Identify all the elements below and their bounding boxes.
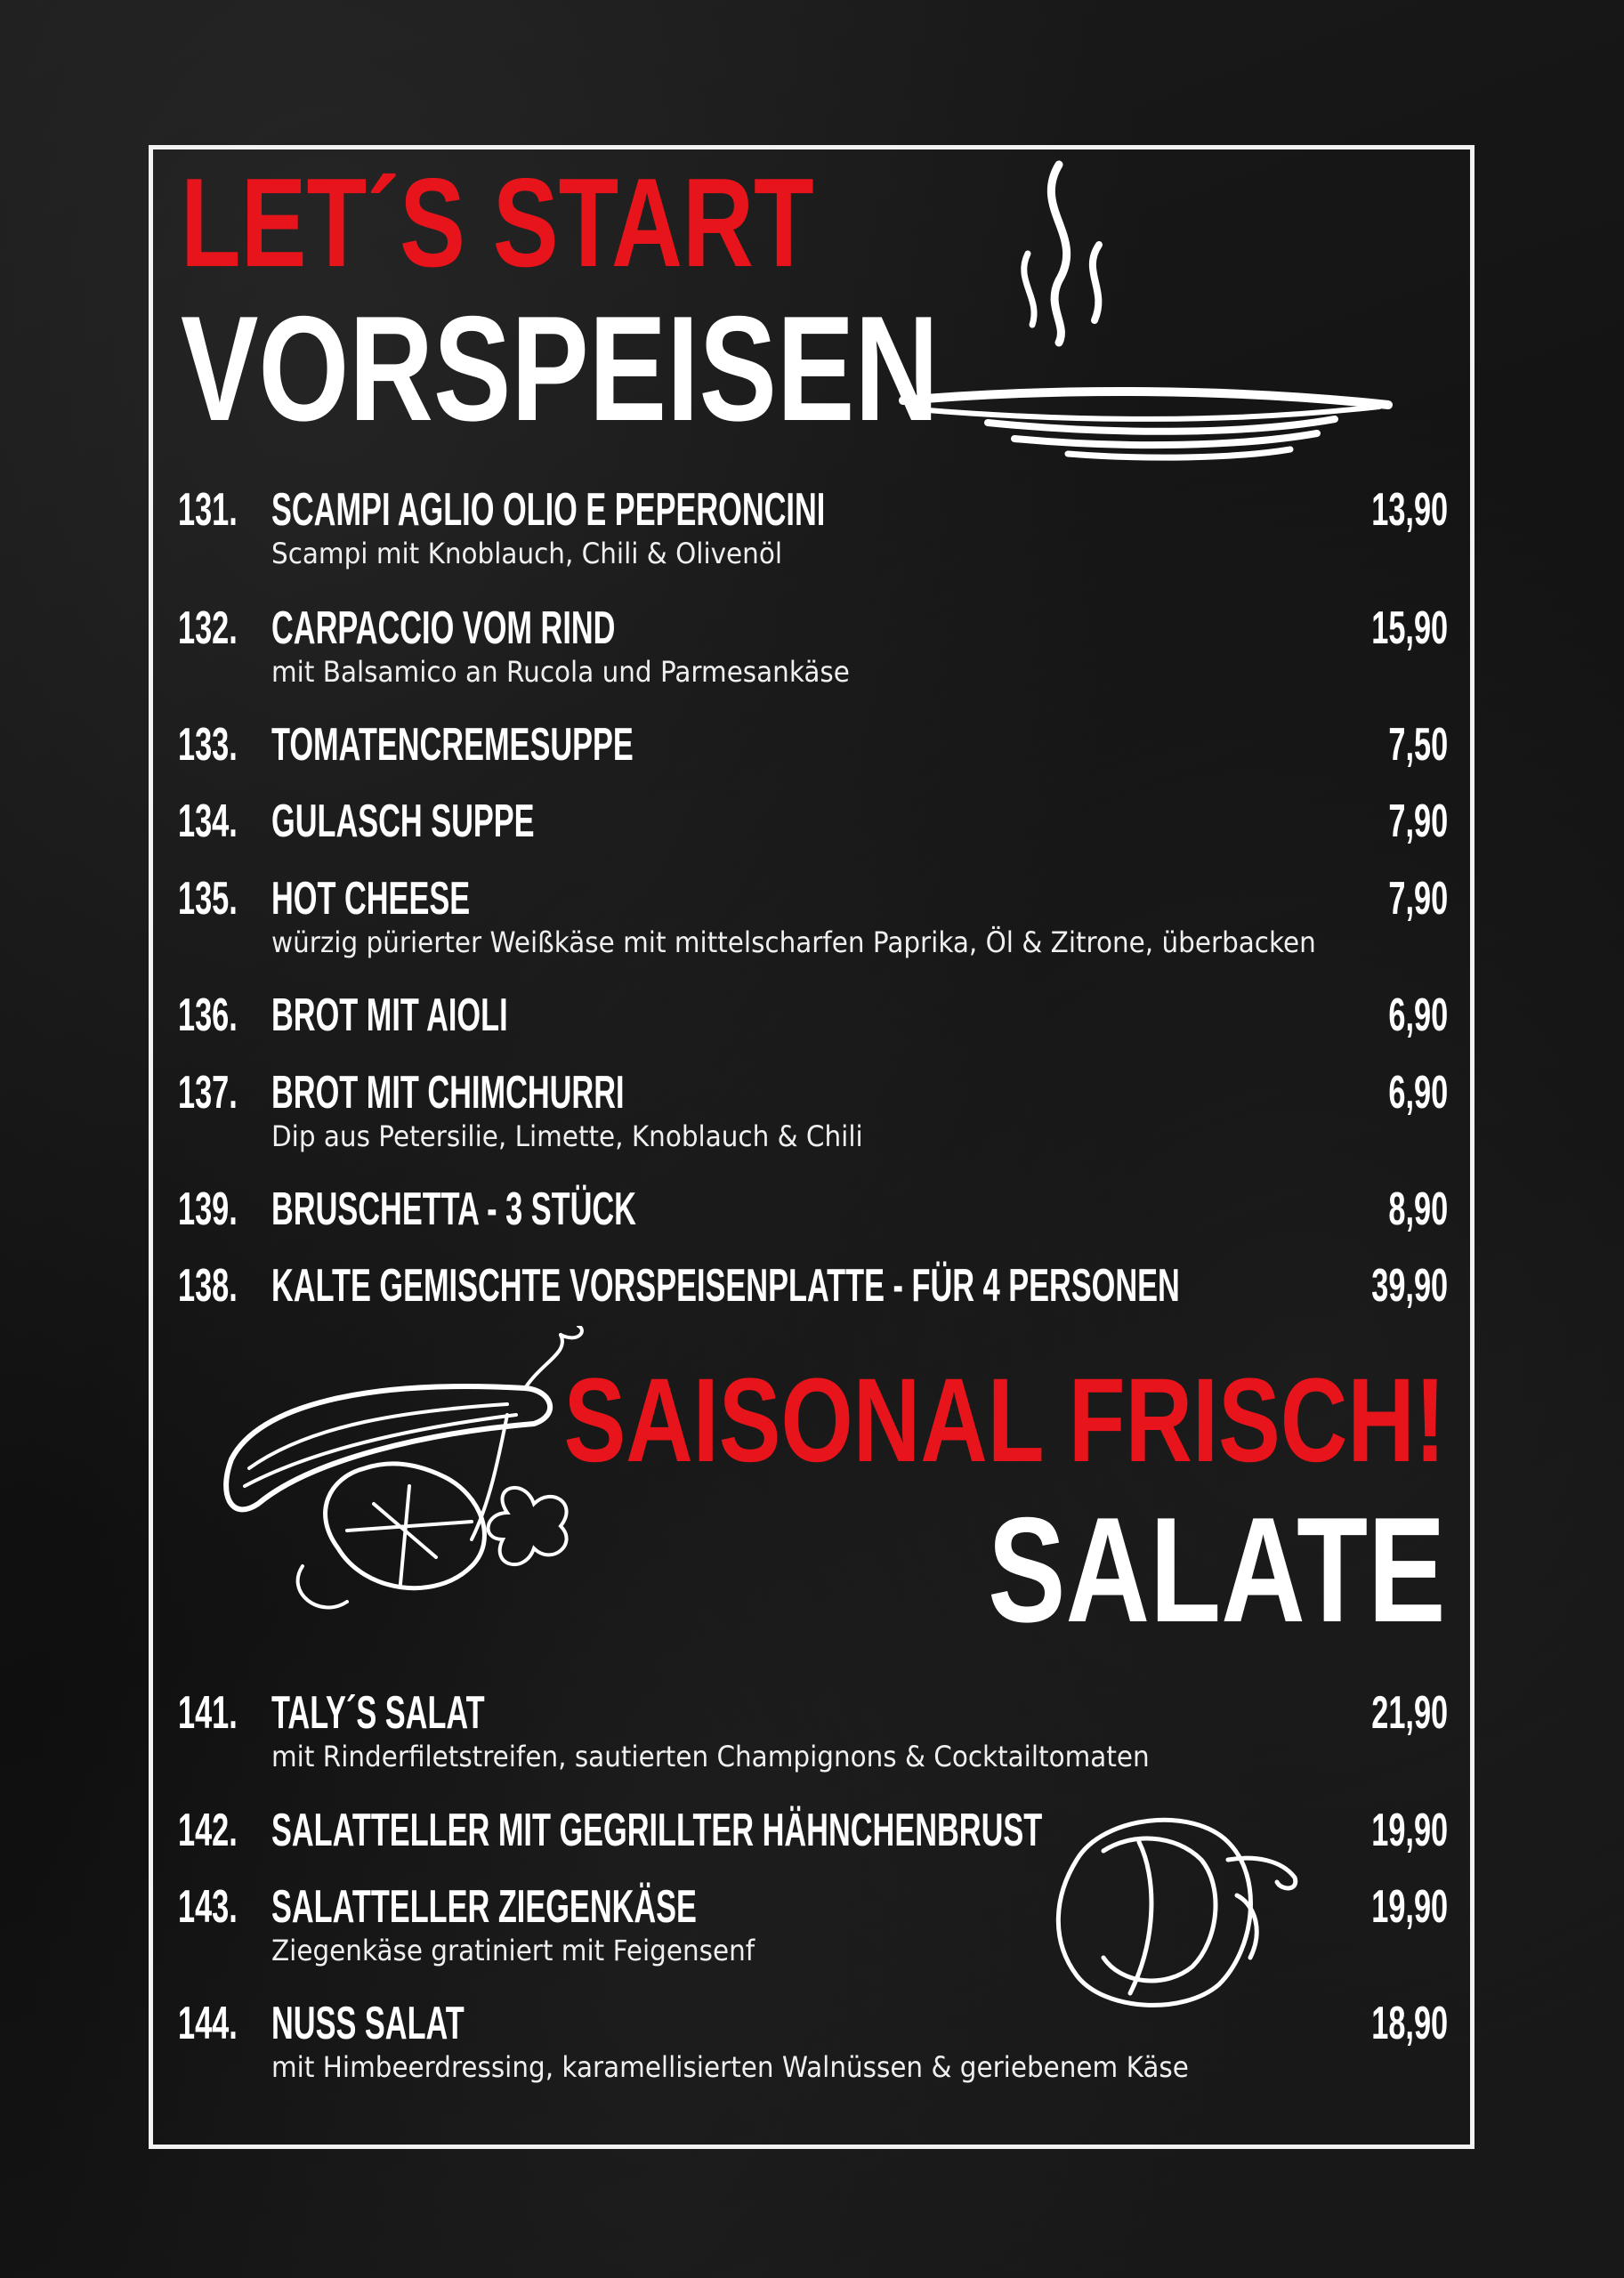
menu-item-144 <box>178 1998 1448 2084</box>
item-number: 137. <box>178 1067 238 1119</box>
item-number: 142. <box>178 1805 238 1856</box>
menu-item-142 <box>178 1805 1448 1856</box>
zucchini-illustration-icon <box>205 1326 614 1646</box>
item-price: 7,90 <box>1388 873 1448 925</box>
menu-item-134 <box>178 796 1448 847</box>
item-name: GULASCH SUPPE <box>271 796 535 847</box>
item-name: BROT MIT AIOLI <box>271 990 508 1041</box>
menu-item-138 <box>178 1260 1448 1312</box>
item-price: 39,90 <box>1371 1260 1448 1312</box>
item-price: 6,90 <box>1388 1067 1448 1119</box>
menu-item-139 <box>178 1183 1448 1235</box>
item-number: 131. <box>178 484 238 536</box>
item-number: 143. <box>178 1881 238 1933</box>
item-name: CARPACCIO VOM RIND <box>271 602 616 654</box>
item-name: SALATTELLER MIT GEGRILLTER HÄHNCHENBRUST <box>271 1805 1043 1856</box>
item-price: 7,90 <box>1388 796 1448 847</box>
menu-item-136 <box>178 990 1448 1041</box>
item-price: 7,50 <box>1388 719 1448 771</box>
item-price: 18,90 <box>1371 1998 1448 2049</box>
item-number: 133. <box>178 719 238 771</box>
item-price: 8,90 <box>1388 1183 1448 1235</box>
item-name: KALTE GEMISCHTE VORSPEISENPLATTE - FÜR 4 PERSONEN <box>271 1260 1180 1312</box>
item-number: 141. <box>178 1687 238 1739</box>
menu-item-135 <box>178 873 1448 959</box>
item-number: 136. <box>178 990 238 1041</box>
item-description: Ziegenkäse gratiniert mit Feigensenf <box>271 1934 755 1967</box>
item-number: 144. <box>178 1998 238 2049</box>
item-price: 6,90 <box>1388 990 1448 1041</box>
item-price: 13,90 <box>1371 484 1448 536</box>
item-description: Dip aus Petersilie, Limette, Knoblauch & Chili <box>271 1119 863 1153</box>
item-name: TALY´S SALAT <box>271 1687 485 1739</box>
item-number: 135. <box>178 873 238 925</box>
menu-item-137 <box>178 1067 1448 1153</box>
item-price: 21,90 <box>1371 1687 1448 1739</box>
item-name: TOMATENCREMESUPPE <box>271 719 634 771</box>
item-name: HOT CHEESE <box>271 873 471 925</box>
menu-item-133 <box>178 719 1448 771</box>
section-title-vorspeisen: VORSPEISEN <box>181 285 940 452</box>
menu-item-131 <box>178 484 1448 570</box>
item-name: BROT MIT CHIMCHURRI <box>271 1067 625 1119</box>
item-name: SALATTELLER ZIEGENKÄSE <box>271 1881 697 1933</box>
item-price: 19,90 <box>1371 1805 1448 1856</box>
item-price: 15,90 <box>1371 602 1448 654</box>
item-name: BRUSCHETTA - 3 STÜCK <box>271 1183 636 1235</box>
menu-item-141 <box>178 1687 1448 1773</box>
section-kicker-vorspeisen: LET´S START <box>181 152 814 294</box>
steaming-plate-icon <box>899 156 1397 476</box>
item-description: würzig pürierter Weißkäse mit mittelscharfen Paprika, Öl & Zitrone, überbacken <box>271 925 1316 959</box>
item-description: mit Himbeerdressing, karamellisierten Walnüssen & geriebenem Käse <box>271 2050 1189 2084</box>
item-description: mit Rinderfiletstreifen, sautierten Champignons & Cocktailtomaten <box>271 1740 1150 1773</box>
section-kicker-salate: SAISONAL FRISCH! <box>563 1354 1446 1487</box>
item-description: mit Balsamico an Rucola und Parmesankäse <box>271 655 850 689</box>
item-price: 19,90 <box>1371 1881 1448 1933</box>
item-number: 134. <box>178 796 238 847</box>
item-description: Scampi mit Knoblauch, Chili & Olivenöl <box>271 537 783 570</box>
item-number: 132. <box>178 602 238 654</box>
section-title-salate: SALATE <box>988 1486 1446 1653</box>
item-number: 138. <box>178 1260 238 1312</box>
menu-item-143 <box>178 1881 1448 1967</box>
item-name: SCAMPI AGLIO OLIO E PEPERONCINI <box>271 484 826 536</box>
item-name: NUSS SALAT <box>271 1998 465 2049</box>
item-number: 139. <box>178 1183 238 1235</box>
menu-item-132 <box>178 602 1448 689</box>
